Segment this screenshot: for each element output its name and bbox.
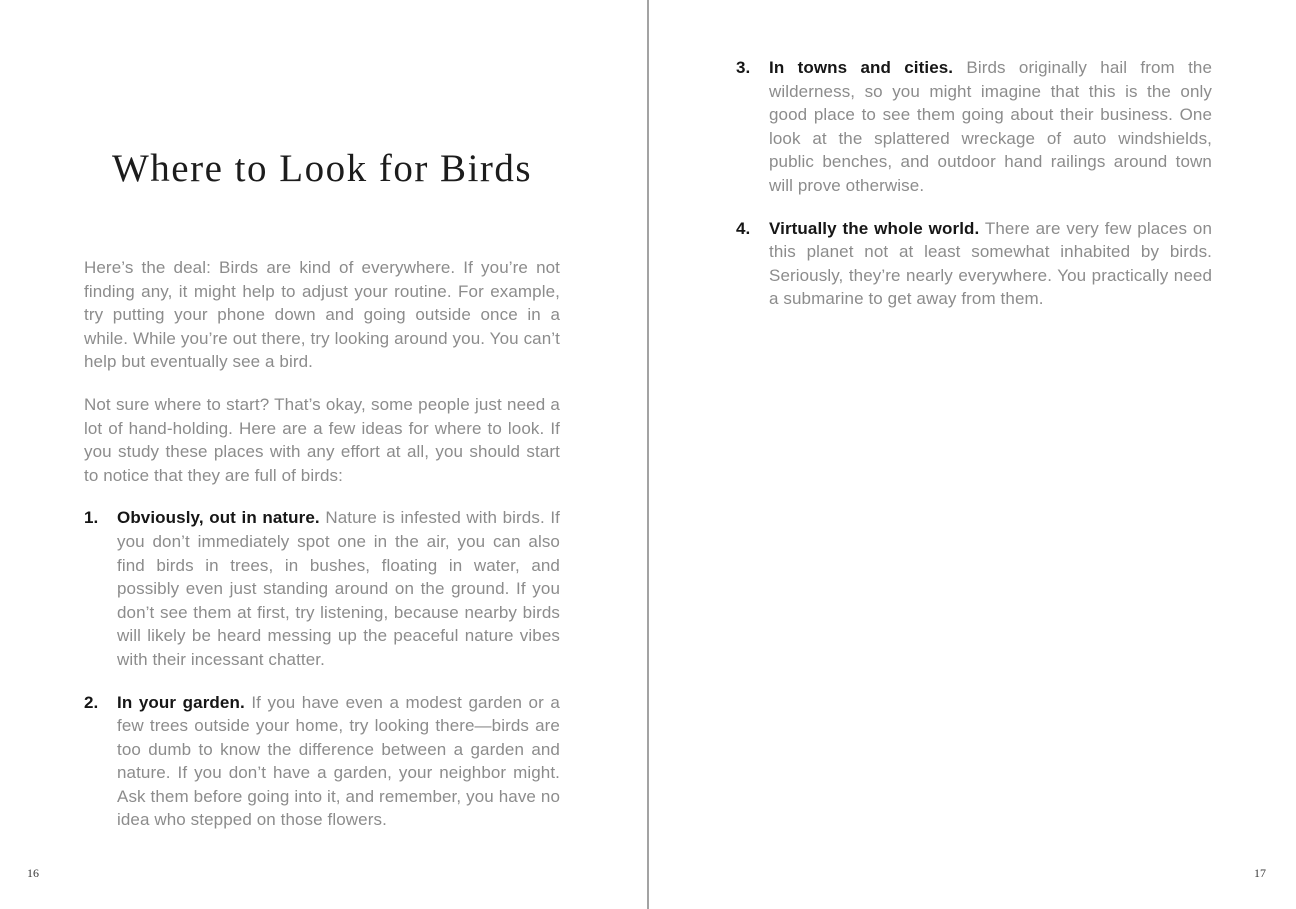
list-item-number: 4. [736, 218, 751, 238]
intro-paragraph: Not sure where to start? That’s okay, some people just need a lot of hand-holding. Here are a few ideas for where to look. If you study these places with any effort at all, you should start to notice that they are full of birds: [84, 394, 560, 485]
list-item [84, 506, 560, 671]
list-item-lead: Virtually the whole world. [769, 218, 980, 238]
list-item-text [117, 691, 560, 833]
chapter-title: Where to Look for Birds [112, 147, 533, 190]
list-item-body: Birds originally hail from the wilderness, so you might imagine that this is the only good place to see them going about their business. One look at the splattered wreckage of auto windshields, public benches, and outdoor hand railings around town will prove otherwise. [769, 58, 1213, 195]
list-item [736, 217, 1212, 311]
list-item-lead: In your garden. [117, 692, 245, 712]
list-item-number: 2. [84, 692, 99, 712]
list-item-body: Nature is infested with birds. If you don’t immediately spot one in the air, you can also find birds in trees, in bushes, floating in water, and possibly even just standing around on the ground. If you don’t see them at first, try listening, because nearby birds will likely be heard messing up the peaceful nature vibes with their incessant chatter. [117, 508, 560, 669]
list-item-body: There are very few places on this planet not at least somewhat inhabited by birds. Seriously, they’re nearly everywhere. You practically need a submarine to get away from them. [769, 218, 1212, 309]
list-item-number: 1. [84, 508, 99, 528]
list-item-text [117, 506, 560, 671]
list-item-body: If you have even a modest garden or a few trees outside your home, try looking there—birds are too dumb to know the difference between a garden and nature. If you don’t have a garden, your neighbor might. Ask them before going into it, and remember, you have no idea who stepped on those flowers. [117, 692, 560, 830]
page-gutter-divider [647, 0, 649, 909]
right-page-text-column [736, 56, 1212, 311]
list-item [84, 691, 560, 833]
left-page-text-column [84, 256, 560, 832]
list-item-lead: In towns and cities. [769, 58, 954, 77]
intro-paragraph: Here’s the deal: Birds are kind of everywhere. If you’re not finding any, it might help to adjust your routine. For example, try putting your phone down and going outside once in a while. While you’re out there, try looking around you. You can’t help but eventually see a bird. [84, 258, 560, 372]
list-item-text [769, 217, 1212, 311]
page-number-right: 17 [1254, 866, 1266, 880]
list-item-number: 3. [736, 58, 751, 77]
list-item-lead: Obviously, out in nature. [117, 508, 320, 528]
list-item [736, 56, 1212, 198]
page-number-left: 16 [27, 866, 39, 880]
list-item-text [769, 56, 1212, 198]
